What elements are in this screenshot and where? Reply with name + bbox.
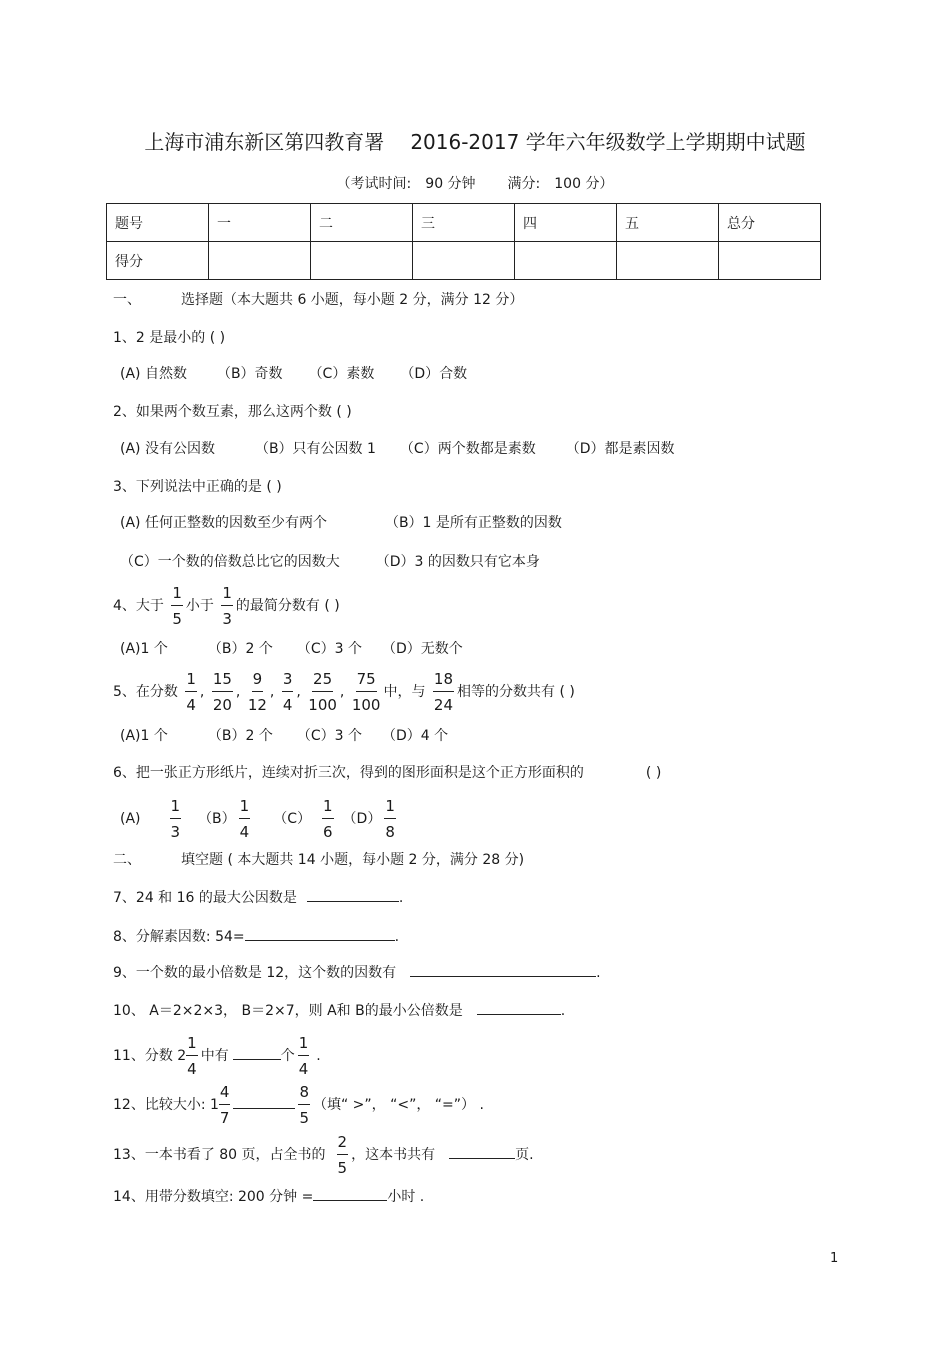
question-5-options	[120, 725, 448, 745]
option-b[interactable]: （B）2 个	[207, 728, 273, 744]
option-b[interactable]: （B）1 是所有正整数的因数	[384, 515, 562, 531]
stem-text: 6、把一张正方形纸片，连续对折三次，得到的图形面积是这个正方形面积的	[113, 765, 584, 781]
answer-blank[interactable]	[410, 976, 596, 977]
denominator: 4	[298, 1060, 309, 1078]
section-heading-1	[113, 289, 523, 309]
stem-text: .	[316, 1048, 321, 1064]
fraction	[186, 1033, 198, 1079]
denominator: 6	[323, 823, 333, 841]
answer-blank[interactable]	[313, 1200, 387, 1201]
denominator: 5	[337, 1159, 348, 1177]
fraction	[282, 669, 294, 715]
stem-text: .	[398, 890, 404, 906]
numerator: 8	[298, 1082, 310, 1105]
title-year: 2016-2017	[410, 130, 520, 154]
fraction	[384, 796, 396, 842]
fraction	[239, 796, 251, 842]
stem-text: 小于	[185, 598, 214, 614]
option-d[interactable]: （D）	[342, 811, 382, 827]
denominator: 12	[247, 696, 267, 714]
stem-text: 页.	[515, 1147, 534, 1163]
numerator: 9	[252, 669, 264, 692]
denominator: 4	[282, 696, 293, 714]
numerator: 1	[384, 796, 396, 819]
question-4-stem	[113, 583, 340, 629]
section-number: 一、	[113, 292, 141, 308]
title-rest: 学年六年级数学上学期期中试题	[525, 130, 806, 154]
fraction	[170, 796, 182, 842]
question-6-options	[120, 796, 399, 842]
stem-text: 8、分解素因数: 54=	[113, 929, 245, 945]
table-cell: 总分	[719, 204, 821, 242]
fraction	[248, 669, 267, 715]
numerator: 1	[322, 796, 334, 819]
numerator: 25	[312, 669, 333, 692]
score-input-cell[interactable]	[515, 242, 617, 280]
page-title	[0, 126, 950, 155]
numerator: 1	[298, 1033, 310, 1056]
numerator: 4	[219, 1082, 231, 1105]
numerator: 1	[185, 669, 197, 692]
numerator: 1	[186, 1033, 198, 1056]
table-cell: 三	[413, 204, 515, 242]
option-d[interactable]: （D）3 的因数只有它本身	[375, 554, 540, 570]
option-c[interactable]: （C）3 个	[296, 641, 362, 657]
stem-text: ，这本书共有	[351, 1147, 436, 1163]
title-school: 上海市浦东新区第四教育署	[144, 130, 385, 154]
numerator: 2	[337, 1132, 349, 1155]
question-3-stem: 3、下列说法中正确的是 ( )	[113, 479, 282, 495]
answer-blank[interactable]	[245, 940, 395, 941]
denominator: 3	[170, 823, 181, 841]
denominator: 4	[186, 696, 196, 714]
question-7	[113, 887, 403, 907]
fraction	[185, 669, 197, 715]
denominator: 3	[222, 610, 232, 628]
section-text: 选择题（本大题共 6 小题，每小题 2 分，满分 12 分）	[181, 292, 524, 308]
denominator: 100	[308, 696, 337, 714]
score-input-cell[interactable]	[311, 242, 413, 280]
fraction	[322, 796, 334, 842]
option-c[interactable]: （C）	[273, 811, 311, 827]
option-d[interactable]: （D）无数个	[381, 641, 463, 657]
fraction	[308, 669, 337, 715]
fraction	[212, 669, 233, 715]
option-c[interactable]: （C）一个数的倍数总比它的因数大	[120, 554, 340, 570]
question-9	[113, 962, 601, 982]
stem-text: 12、比较大小: 1	[113, 1097, 219, 1113]
answer-blank[interactable]	[233, 1108, 295, 1109]
numerator: 1	[221, 583, 233, 606]
full-score-label: 满分:	[507, 176, 541, 192]
stem-text: 相等的分数共有 ( )	[457, 684, 575, 700]
option-a[interactable]: (A) 没有公因数	[120, 441, 215, 457]
full-score-value: 100 分）	[554, 176, 614, 192]
option-d[interactable]: （D）合数	[400, 366, 468, 382]
denominator: 7	[219, 1109, 230, 1127]
denominator: 24	[433, 696, 454, 714]
question-3-options-row2	[120, 551, 540, 571]
question-3-options-row1	[120, 512, 562, 532]
score-table-score-row	[107, 242, 821, 280]
table-cell: 二	[311, 204, 413, 242]
exam-time-value: 90 分钟	[425, 176, 476, 192]
stem-text: 5、在分数	[113, 684, 178, 700]
answer-blank[interactable]	[233, 1059, 281, 1060]
exam-info	[0, 173, 950, 193]
score-table	[106, 203, 821, 280]
option-b[interactable]: （B）2 个	[207, 641, 273, 657]
stem-text: .	[394, 929, 400, 945]
option-c[interactable]: （C）两个数都是素数	[399, 441, 536, 457]
stem-text: 的最简分数有 ( )	[235, 598, 340, 614]
section-heading-2	[113, 849, 524, 869]
score-input-cell[interactable]	[719, 242, 821, 280]
question-6-stem	[113, 762, 661, 782]
answer-blank[interactable]	[477, 1014, 561, 1015]
stem-text: 小时 .	[387, 1189, 425, 1205]
numerator: 18	[433, 669, 454, 692]
option-d[interactable]: （D）4 个	[381, 728, 449, 744]
stem-text: 中，与	[383, 684, 426, 700]
stem-text: .	[560, 1003, 566, 1019]
section-text: 填空题 ( 本大题共 14 小题，每小题 2 分，满分 28 分)	[181, 852, 525, 868]
question-2-stem: 2、如果两个数互素，那么这两个数 ( )	[113, 404, 352, 420]
question-12	[113, 1082, 484, 1128]
table-cell: 得分	[107, 242, 209, 280]
denominator: 20	[212, 696, 232, 714]
question-5-stem: 5、在分数 $\frac{1}{4}$ , $\frac{15}{20}$ , $\frac{9}{12}$ , $\frac{3}{4}$ , $\frac{25}{100}$ , $\frac{75}{100}$ 中，与 $\frac{18}{24}$ 相等的分数共有 ( )	[113, 670, 575, 714]
stem-text: .	[596, 965, 601, 981]
table-cell: 五	[617, 204, 719, 242]
option-b[interactable]: （B）	[198, 811, 236, 827]
score-input-cell[interactable]	[413, 242, 515, 280]
stem-text: 9、一个数的最小倍数是 12，这个数的因数有	[113, 965, 397, 981]
table-cell: 四	[515, 204, 617, 242]
answer-paren[interactable]: ( )	[645, 765, 662, 781]
denominator: 8	[385, 823, 395, 841]
page-number: 1	[830, 1251, 839, 1266]
fraction	[298, 1082, 310, 1128]
fraction	[298, 1033, 310, 1079]
option-a[interactable]: (A) 自然数	[120, 366, 187, 382]
stem-text: 10、 A＝2×2×3， B＝2×7，则 A和 B的最小公倍数是	[113, 1003, 463, 1019]
option-a[interactable]: (A) 任何正整数的因数至少有两个	[120, 515, 327, 531]
option-b[interactable]: （B）只有公因数 1	[254, 441, 376, 457]
denominator: 5	[172, 610, 182, 628]
question-10	[113, 1000, 565, 1020]
question-13	[113, 1132, 534, 1178]
numerator: 1	[239, 796, 251, 819]
denominator: 4	[187, 1060, 197, 1078]
option-a[interactable]: (A)1 个	[120, 728, 168, 744]
question-8	[113, 926, 399, 946]
stem-text: 中有	[200, 1048, 229, 1064]
stem-text: 14、用带分数填空: 200 分钟 =	[113, 1189, 314, 1205]
stem-text: 11、分数 2	[113, 1048, 187, 1064]
answer-blank[interactable]	[449, 1158, 515, 1159]
question-1-options	[120, 363, 467, 383]
question-1-stem: 1、2 是最小的 ( )	[113, 330, 226, 346]
denominator: 5	[299, 1109, 309, 1127]
question-2-options	[120, 438, 674, 458]
denominator: 4	[239, 823, 250, 841]
stem-text: 7、24 和 16 的最大公因数是	[113, 890, 297, 906]
table-cell: 题号	[107, 204, 209, 242]
stem-text: 个	[280, 1048, 295, 1064]
denominator: 100	[351, 696, 381, 714]
score-input-cell[interactable]	[617, 242, 719, 280]
numerator: 1	[171, 583, 183, 606]
option-b[interactable]: （B）奇数	[216, 366, 283, 382]
table-cell: 一	[209, 204, 311, 242]
exam-time-label: （考试时间:	[336, 176, 412, 192]
stem-text: 4、大于	[113, 598, 164, 614]
score-input-cell[interactable]	[209, 242, 311, 280]
option-d[interactable]: （D）都是素因数	[565, 441, 675, 457]
question-14	[113, 1186, 424, 1206]
question-11	[113, 1033, 321, 1079]
answer-blank[interactable]	[307, 901, 399, 902]
option-a[interactable]: (A)	[120, 811, 141, 827]
numerator: 1	[170, 796, 182, 819]
fraction	[337, 1132, 349, 1178]
section-number: 二、	[113, 852, 141, 868]
option-c[interactable]: （C）素数	[308, 366, 375, 382]
score-table-header-row	[107, 204, 821, 242]
stem-text: （填“ >”， “<”， “=”） .	[312, 1097, 484, 1113]
numerator: 3	[282, 669, 294, 692]
fraction	[433, 669, 454, 715]
fraction	[171, 583, 183, 629]
fraction	[352, 669, 381, 715]
numerator: 15	[212, 669, 233, 692]
fraction	[221, 583, 233, 629]
option-c[interactable]: （C）3 个	[296, 728, 362, 744]
fraction	[219, 1082, 231, 1128]
stem-text: 13、一本书看了 80 页，占全书的	[113, 1147, 326, 1163]
option-a[interactable]: (A)1 个	[120, 641, 168, 657]
numerator: 75	[356, 669, 377, 692]
question-4-options	[120, 638, 463, 658]
